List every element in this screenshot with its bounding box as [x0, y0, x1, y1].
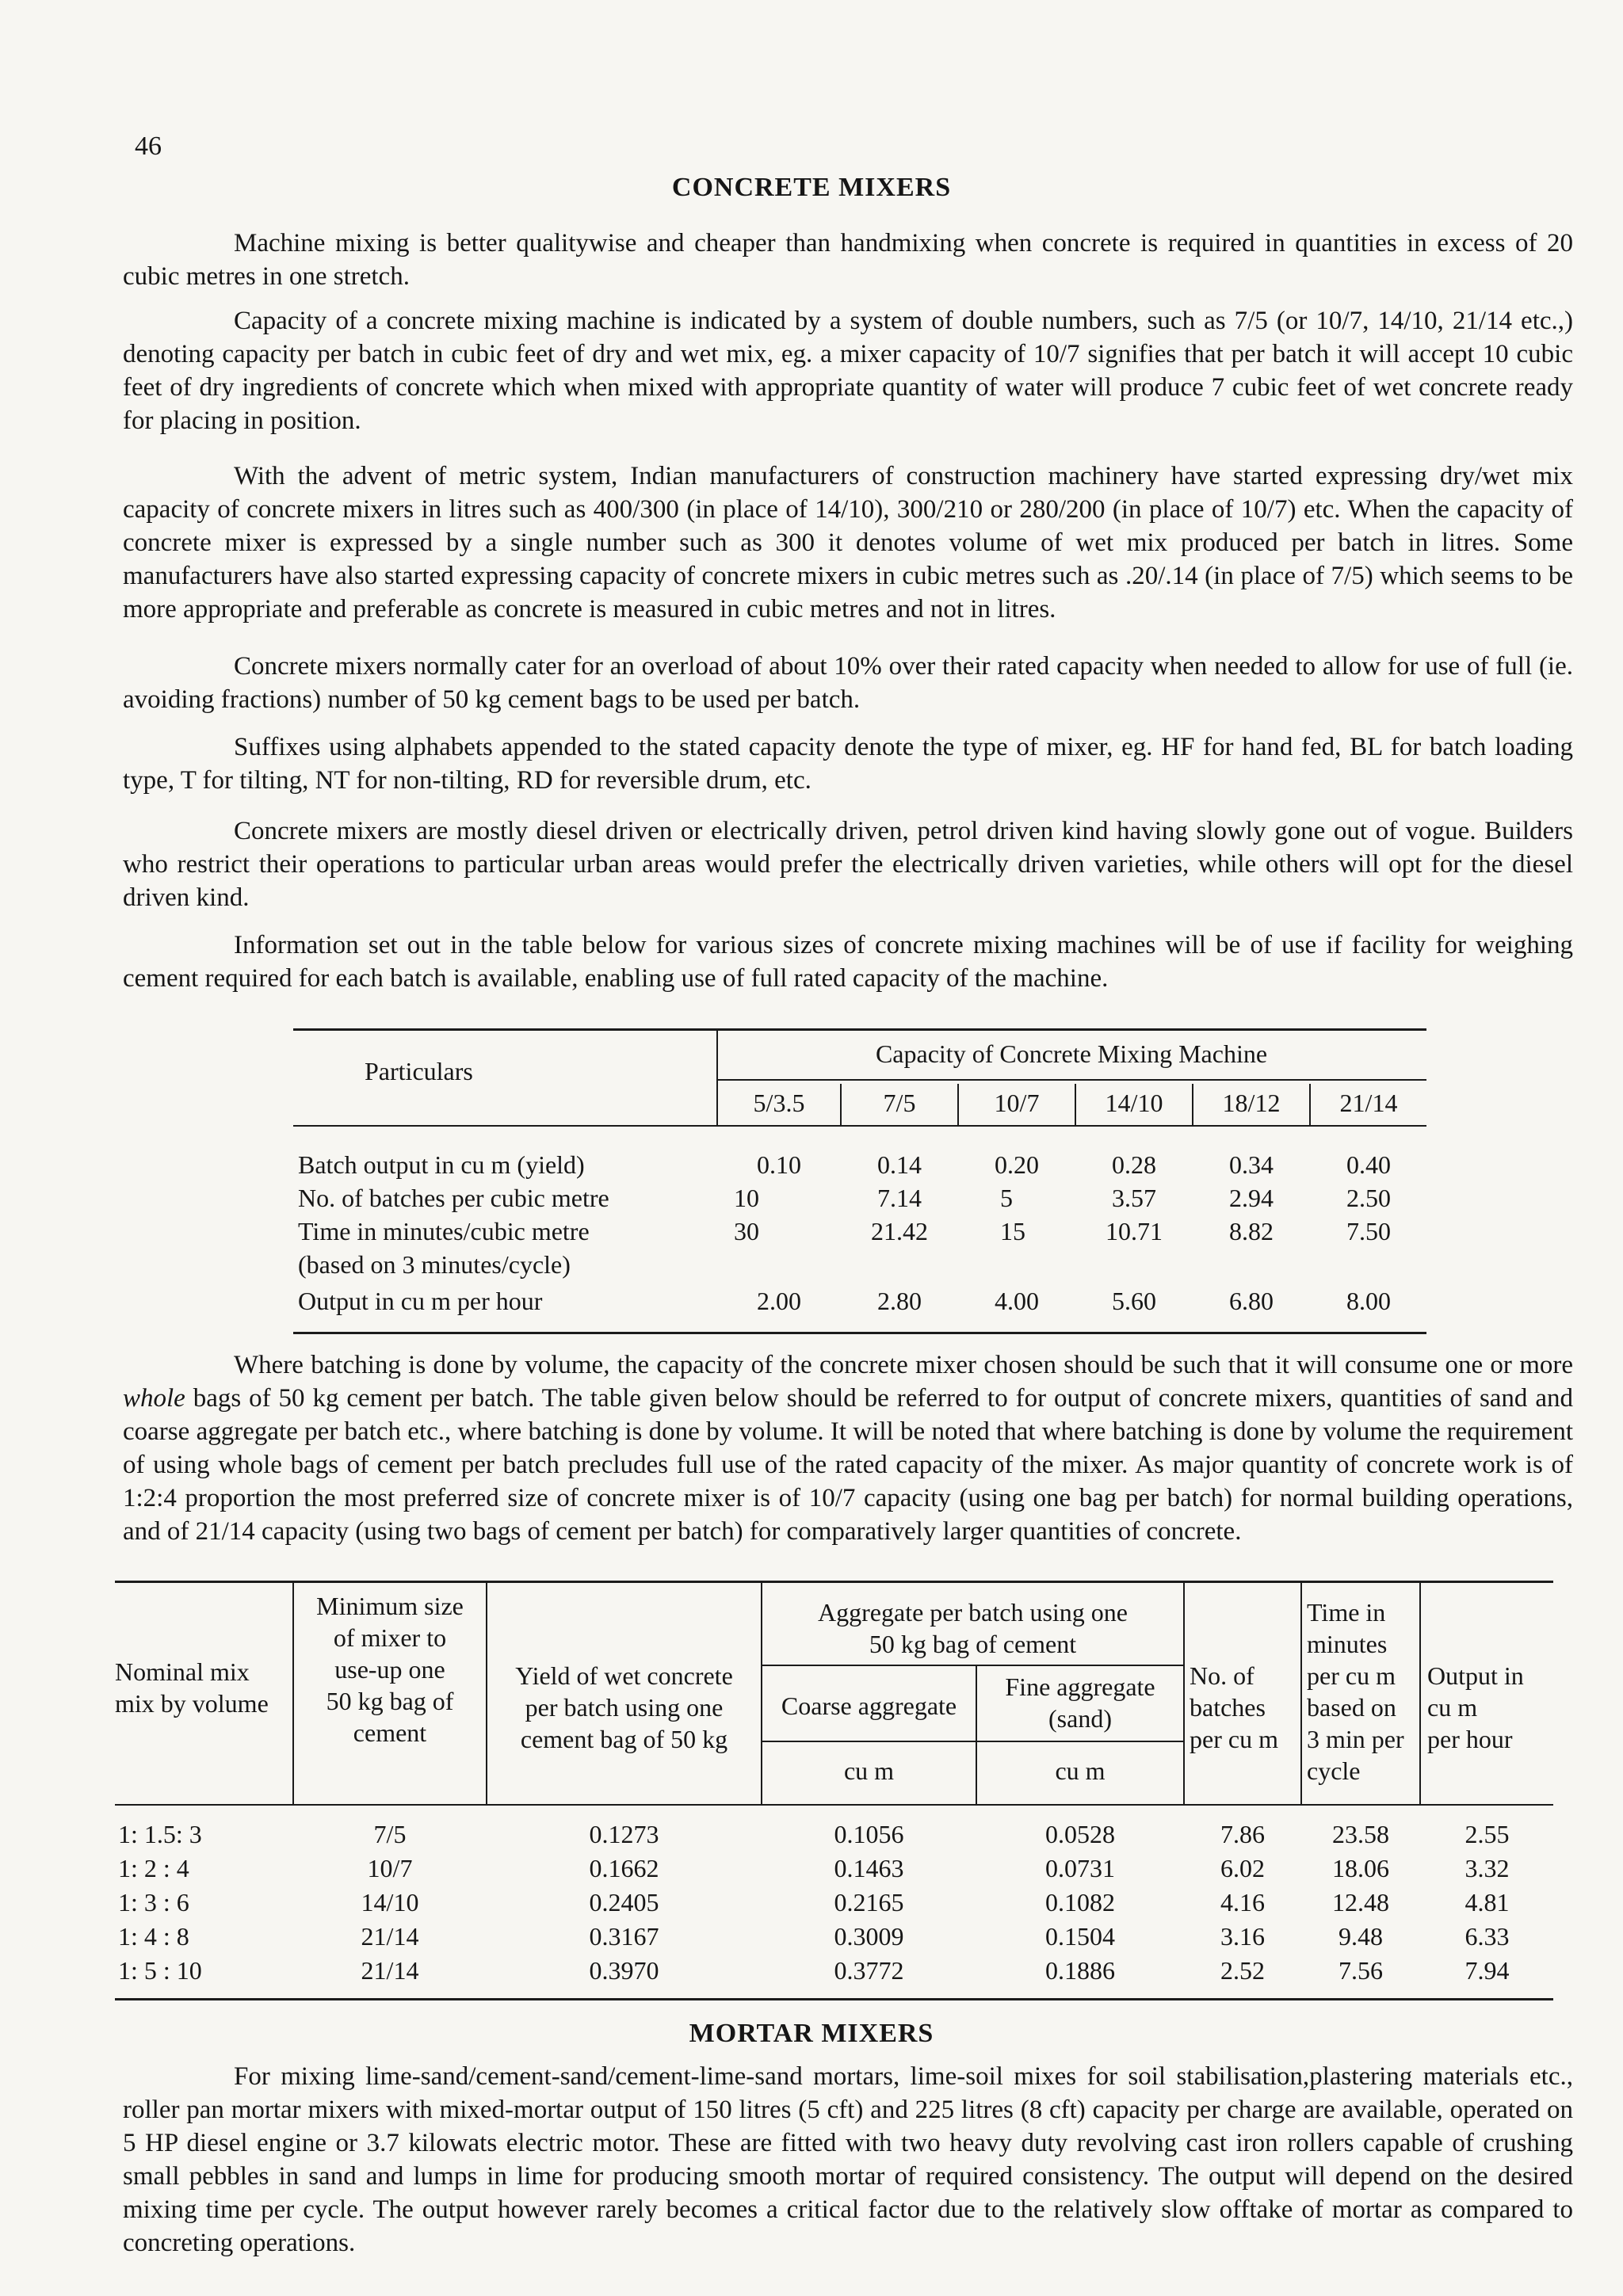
paragraph-1-text: Machine mixing is better qualitywise and cheaper than handmixing when concrete is required in quantities in excess of 20 cubic metres in one stretch. — [123, 229, 1573, 291]
table2-cell-batches: 4.16 — [1220, 1888, 1265, 1917]
paragraph-8-part: bags of 50 kg cement per batch. The table given below should be referred to for output of concrete mixers, quantities of sand and coarse aggregate per batch etc., where batching is done by volume. It will be noted that where batching is done by volume the requirement of using whole bags of cement per batch precludes full use of the rated capacity of the mixer. As major quantity of concrete work is of 1:2:4 proportion the most preferred size of concrete mixer is of 10/7 capacity (using one bag per batch) for normal building operations, and of 21/14 capacity (using two bags of cement per batch) for comparatively larger quantities of concrete. — [123, 1384, 1573, 1546]
table1-cell: 4.00 — [995, 1287, 1039, 1315]
table2-cell-time: 9.48 — [1338, 1922, 1383, 1951]
table2-cell-output: 2.55 — [1465, 1820, 1510, 1848]
paragraph-2 — [123, 304, 1573, 437]
table1-cell: 30 — [734, 1217, 759, 1245]
table2-bottom-rule — [115, 1998, 1553, 2000]
table2-cell-yield: 0.1662 — [589, 1854, 659, 1882]
paragraph-3-text: With the advent of metric system, Indian manufacturers of construction machinery have started expressing dry/wet mix capacity of concrete mixers in litres such as 400/300 (in place of 14/10), 300/210 or 280/200 (in place of 10/7) etc. When the capacity of concrete mixer is expressed by a single number such as 300 it denotes volume of wet mix produced per batch in litres. Some manufacturers have also started expressing capacity of concrete mixers in cubic metres such as .20/.14 (in place of 7/5) which seems to be more appropriate and preferable as concrete is measured in cubic metres and not in litres. — [123, 462, 1573, 624]
table2-cell-fine: 0.1082 — [1045, 1888, 1115, 1917]
table2-header-line: cement bag of 50 kg — [520, 1725, 728, 1753]
table2-header-line: cu m — [1427, 1693, 1478, 1722]
table1-cell: 2.00 — [757, 1287, 801, 1315]
table1-capacity-header: 5/3.5 — [753, 1089, 805, 1117]
table2-cell-fine: 0.0731 — [1045, 1854, 1115, 1882]
table2-header-line: Minimum size — [316, 1592, 464, 1620]
table1-cell: 0.28 — [1112, 1150, 1156, 1179]
page-number: 46 — [135, 132, 162, 161]
paragraph-8 — [123, 1348, 1573, 1548]
table2-header-line: per cu m — [1307, 1661, 1396, 1690]
section-title-mortar-mixers: MORTAR MIXERS — [689, 2019, 934, 2048]
table2-unit-rule — [761, 1741, 1183, 1742]
table2-header-line: per cu m — [1190, 1725, 1278, 1753]
paragraph-3 — [123, 460, 1573, 626]
table2-cell-output: 3.32 — [1465, 1854, 1510, 1882]
table1-cell: 3.57 — [1112, 1184, 1156, 1212]
table2-header-time — [1307, 1596, 1404, 1787]
table1-cell: 2.94 — [1229, 1184, 1274, 1212]
table2-cell-batches: 2.52 — [1220, 1956, 1265, 1985]
table2-header-line: Fine aggregate — [1005, 1672, 1155, 1701]
paragraph-8-emphasis: whole — [123, 1384, 185, 1413]
table2-cell-mix: 1: 5 : 10 — [118, 1956, 202, 1985]
table2-header-bottom-rule — [115, 1804, 1553, 1806]
table2-header-line: cement — [353, 1718, 427, 1747]
mixer-capacity-table — [293, 1028, 1426, 1334]
table2-cell-output: 7.94 — [1465, 1956, 1510, 1985]
table1-cell: 0.10 — [757, 1150, 801, 1179]
table2-header-line: Output in — [1427, 1661, 1524, 1690]
table1-cell: 10.71 — [1106, 1217, 1163, 1245]
table2-cell-size: 7/5 — [373, 1820, 407, 1848]
table2-cell-yield: 0.1273 — [589, 1820, 659, 1848]
table2-cell-coarse: 0.1056 — [834, 1820, 904, 1848]
table1-cell: 0.40 — [1346, 1150, 1391, 1179]
table2-cell-yield: 0.3167 — [589, 1922, 659, 1951]
table2-cell-fine: 0.0528 — [1045, 1820, 1115, 1848]
table1-cell: 8.00 — [1346, 1287, 1391, 1315]
table2-cell-coarse: 0.2165 — [834, 1888, 904, 1917]
table2-header-line: Yield of wet concrete — [515, 1661, 733, 1690]
paragraph-5-text: Suffixes using alphabets appended to the stated capacity denote the type of mixer, eg. HF for hand fed, BL for batch loading type, T for tilting, NT for non-tilting, RD for reversible drum, etc. — [123, 733, 1573, 795]
paragraph-6-text: Concrete mixers are mostly diesel driven or electrically driven, petrol driven kind having slowly gone out of vogue. Builders who restrict their operations to particular urban areas would prefer the electrically driven varieties, while others will opt for the diesel driven kind. — [123, 817, 1573, 912]
mortar-paragraph-text: For mixing lime-sand/cement-sand/cement-lime-sand mortars, lime-soil mixes for soil stabilisation,plastering materials etc., roller pan mortar mixers with mixed-mortar output of 150 litres (5 cft) and 225 litres (8 cft) capacity per charge are available, operated on 5 HP diesel engine or 3.7 kilowats electric motor. These are fitted with two heavy duty revolving cast iron rollers capable of crushing small pebbles in sand and lumps in lime for producing smooth mortar of required consistency. The output will depend on the desired mixing time per cycle. The output however rarely becomes a critical factor due to the relatively slow offtake of mortar as compared to concreting operations. — [123, 2062, 1573, 2257]
table1-group-header: Capacity of Concrete Mixing Machine — [875, 1039, 1268, 1068]
table1-cell: 6.80 — [1229, 1287, 1274, 1315]
table2-cell-fine: 0.1886 — [1045, 1956, 1115, 1985]
table1-group-rule — [716, 1079, 1426, 1081]
table1-cell: 7.50 — [1346, 1217, 1391, 1245]
paragraph-7 — [123, 929, 1573, 995]
table2-header-line: mix by volume — [115, 1689, 269, 1718]
table2-cell-coarse: 0.3009 — [834, 1922, 904, 1951]
table1-bottom-rule — [293, 1332, 1426, 1334]
table1-capacity-header: 18/12 — [1222, 1089, 1281, 1117]
table2-header-line: use-up one — [334, 1655, 445, 1684]
table2-header-aggregate — [762, 1596, 1183, 1660]
table1-cell: 0.20 — [995, 1150, 1039, 1179]
paragraph-2-text: Capacity of a concrete mixing machine is indicated by a system of double numbers, such as 7/5 (or 10/7, 14/10, 21/14 etc.,) denoting capacity per batch in cubic feet of dry and wet mix, eg. a mixer capacity of 10/7 signifies that per batch it will accept 10 cubic feet of dry ingredients of concrete which when mixed with appropriate quantity of water will produce 7 cubic feet of wet concrete ready for placing in position. — [123, 307, 1573, 435]
table1-cell: 15 — [1000, 1217, 1025, 1245]
table2-col-sep — [1183, 1581, 1185, 1804]
table1-capacity-header: 10/7 — [994, 1089, 1040, 1117]
table1-row-label: Batch output in cu m (yield) — [298, 1150, 585, 1179]
mortar-paragraph — [123, 2060, 1573, 2260]
table2-header-line: per hour — [1427, 1725, 1513, 1753]
table2-header-line: 50 kg bag of cement — [869, 1630, 1077, 1658]
paragraph-4 — [123, 650, 1573, 716]
table1-cell: 7.14 — [877, 1184, 922, 1212]
table2-header-mix — [115, 1656, 269, 1719]
table2-top-rule — [115, 1581, 1553, 1583]
table1-row-label: Time in minutes/cubic metre — [298, 1217, 590, 1245]
table2-cell-output: 4.81 — [1465, 1888, 1510, 1917]
table2-header-line: 50 kg bag of — [326, 1687, 454, 1715]
paragraph-4-text: Concrete mixers normally cater for an overload of about 10% over their rated capacity when needed to allow for use of full (ie. avoiding fractions) number of 50 kg cement bags to be used per batch. — [123, 652, 1573, 714]
table2-header-line: per batch using one — [525, 1693, 724, 1722]
table1-top-rule — [293, 1028, 1426, 1031]
table2-cell-batches: 3.16 — [1220, 1922, 1265, 1951]
table2-header-yield — [487, 1660, 761, 1755]
table1-particulars-header: Particulars — [365, 1057, 473, 1085]
table1-cell: 2.50 — [1346, 1184, 1391, 1212]
table2-cell-size: 21/14 — [361, 1956, 419, 1985]
table2-header-fine — [977, 1671, 1183, 1734]
table2-cell-size: 21/14 — [361, 1922, 419, 1951]
table2-header-line: batches — [1190, 1693, 1266, 1722]
table2-header-output — [1427, 1660, 1524, 1755]
table2-header-line: Time in — [1307, 1598, 1386, 1627]
table2-cell-time: 12.48 — [1332, 1888, 1389, 1917]
table2-col-sep — [1419, 1581, 1421, 1804]
table2-cell-yield: 0.3970 — [589, 1956, 659, 1985]
table1-cell: 5.60 — [1112, 1287, 1156, 1315]
table1-cell: 0.14 — [877, 1150, 922, 1179]
table2-cell-mix: 1: 2 : 4 — [118, 1854, 189, 1882]
table2-cell-fine: 0.1504 — [1045, 1922, 1115, 1951]
table2-cell-mix: 1: 1.5: 3 — [118, 1820, 202, 1848]
table2-cell-size: 10/7 — [367, 1854, 413, 1882]
paragraph-5 — [123, 730, 1573, 797]
table1-row-label: (based on 3 minutes/cycle) — [298, 1250, 571, 1279]
paragraph-8-text — [123, 1348, 1573, 1548]
paragraph-7-text: Information set out in the table below for various sizes of concrete mixing machines will be of use if facility for weighing cement required for each batch is available, enabling use of full rated capacity of the machine. — [123, 931, 1573, 993]
table2-cell-yield: 0.2405 — [589, 1888, 659, 1917]
table1-header-bottom-rule — [293, 1125, 1426, 1127]
table2-header-line: based on — [1307, 1693, 1396, 1722]
table1-row-label: No. of batches per cubic metre — [298, 1184, 609, 1212]
section-title-concrete-mixers: CONCRETE MIXERS — [671, 173, 952, 202]
table1-capacity-header: 14/10 — [1105, 1089, 1163, 1117]
table2-header-line: No. of — [1190, 1661, 1254, 1690]
table2-cell-coarse: 0.3772 — [834, 1956, 904, 1985]
table2-cell-mix: 1: 4 : 8 — [118, 1922, 189, 1951]
table2-header-fine-unit: cu m — [1055, 1756, 1106, 1785]
table1-row-label: Output in cu m per hour — [298, 1287, 543, 1315]
table2-cell-time: 7.56 — [1338, 1956, 1383, 1985]
table1-cell: 2.80 — [877, 1287, 922, 1315]
table1-cell: 21.42 — [871, 1217, 928, 1245]
table1-cell: 0.34 — [1229, 1150, 1274, 1179]
table1-cell: 5 — [1000, 1184, 1013, 1212]
table2-header-batches — [1190, 1660, 1278, 1755]
table1-capacity-header: 21/14 — [1339, 1089, 1398, 1117]
paragraph-8-part: Where batching is done by volume, the capacity of the concrete mixer chosen should be such that it will consume one or more — [234, 1351, 1573, 1379]
table2-col-sep — [1300, 1581, 1302, 1804]
table2-cell-time: 18.06 — [1332, 1854, 1389, 1882]
table2-header-coarse: Coarse aggregate — [781, 1691, 957, 1720]
table2-header-line: 3 min per — [1307, 1725, 1404, 1753]
table1-cell: 10 — [734, 1184, 759, 1212]
table2-cell-coarse: 0.1463 — [834, 1854, 904, 1882]
table2-header-line: Aggregate per batch using one — [818, 1598, 1128, 1627]
table2-cell-time: 23.58 — [1332, 1820, 1389, 1848]
table2-cell-batches: 6.02 — [1220, 1854, 1265, 1882]
table1-capacity-header: 7/5 — [883, 1089, 916, 1117]
table2-cell-mix: 1: 3 : 6 — [118, 1888, 189, 1917]
table2-cell-output: 6.33 — [1465, 1922, 1510, 1951]
table2-header-line: (sand) — [1048, 1704, 1112, 1733]
table2-header-min-size — [294, 1590, 486, 1749]
table2-header-line: cycle — [1307, 1756, 1361, 1785]
table1-cell: 8.82 — [1229, 1217, 1274, 1245]
paragraph-1 — [123, 227, 1573, 293]
volume-batching-table — [115, 1581, 1553, 2000]
paragraph-6 — [123, 814, 1573, 914]
table2-header-line: of mixer to — [333, 1623, 447, 1652]
table2-header-line: minutes — [1307, 1630, 1388, 1658]
table2-cell-batches: 7.86 — [1220, 1820, 1265, 1848]
table2-group-rule — [761, 1665, 1183, 1666]
table2-header-line: Nominal mix — [115, 1657, 250, 1686]
table2-header-coarse-unit: cu m — [843, 1756, 895, 1785]
table2-cell-size: 14/10 — [361, 1888, 419, 1917]
